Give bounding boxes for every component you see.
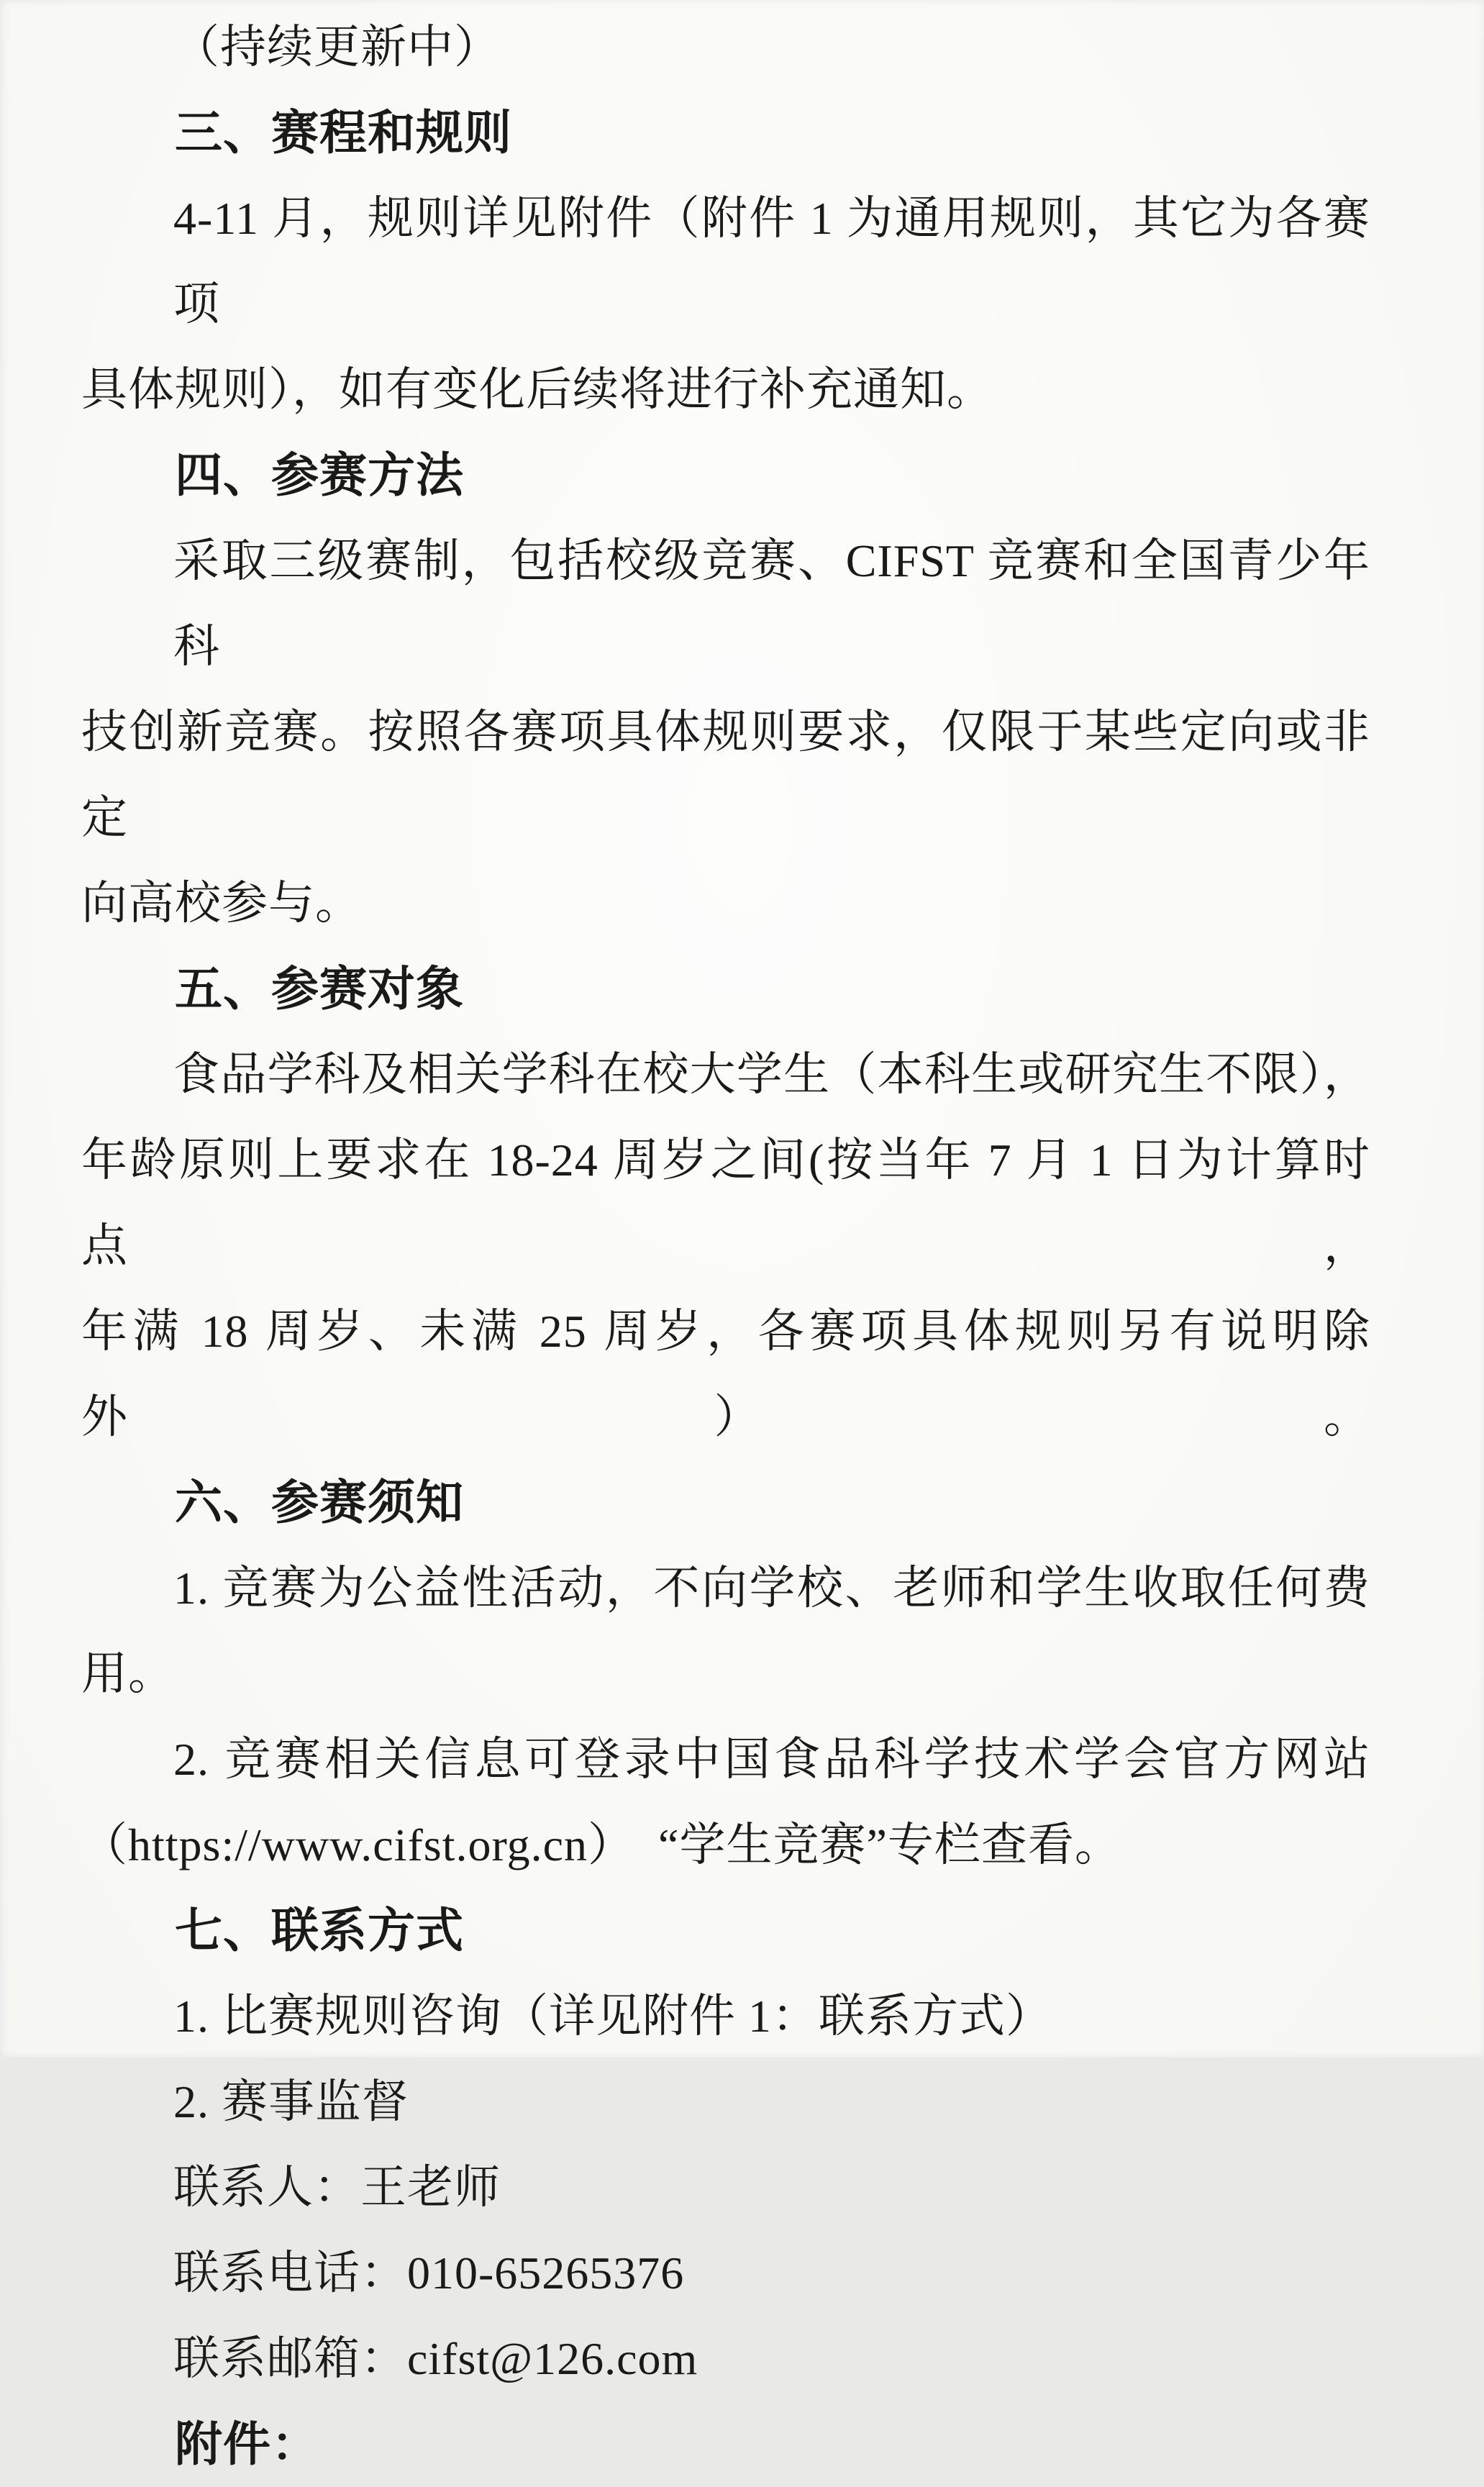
contact-person-line: 联系人：王老师 [173,2162,501,2213]
paragraph-line: 年龄原则上要求在 18-24 周岁之间(按当年 7 月 1 日为计算时点， [81,1135,1370,1271]
paragraph-line-continuing-update: （持续更新中） [173,22,501,73]
paragraph-line: 具体规则），如有变化后续将进行补充通知。 [81,364,993,415]
list-item-1-free-of-charge: 1. 竞赛为公益性活动，不向学校、老师和学生收取任何费 [173,1563,1370,1614]
paragraph-line: 4-11 月，规则详见附件（附件 1 为通用规则，其它为各赛项 [173,193,1370,329]
section-heading-7-contact-info: 七、联系方式 [175,1904,464,1957]
list-item-2-official-website-info: 2. 竞赛相关信息可登录中国食品科学技术学会官方网站 [173,1734,1370,1785]
paragraph-line: 采取三级赛制，包括校级竞赛、CIFST 竞赛和全国青少年科 [173,535,1370,672]
section-heading-5-eligible-participants: 五、参赛对象 [175,962,464,1015]
section-heading-6-participant-notes: 六、参赛须知 [175,1476,464,1529]
attachments-heading: 附件： [175,2417,319,2470]
list-item-1-rule-consultation: 1. 比赛规则咨询（详见附件 1：联系方式） [173,1991,1052,2042]
paragraph-line: 技创新竞赛。按照各赛项具体规则要求，仅限于某些定向或非定 [81,706,1370,843]
contact-email-line: 联系邮箱：cifst@126.com [173,2333,698,2384]
paragraph-line-website-url: （https://www.cifst.org.cn） “学生竞赛”专栏查看。 [81,1819,1121,1870]
paragraph-line: 用。 [81,1648,175,1699]
section-heading-3-schedule-rules: 三、赛程和规则 [175,106,512,159]
contact-phone-line: 联系电话：010-65265376 [173,2247,685,2299]
paragraph-line: 年满 18 周岁、未满 25 周岁，各赛项具体规则另有说明除外）。 [81,1306,1370,1442]
list-item-2-event-supervision: 2. 赛事监督 [173,2076,409,2127]
section-heading-4-participation-method: 四、参赛方法 [175,448,464,501]
paragraph-line: 食品学科及相关学科在校大学生（本科生或研究生不限）， [173,1049,1370,1100]
paragraph-line: 向高校参与。 [81,878,362,929]
